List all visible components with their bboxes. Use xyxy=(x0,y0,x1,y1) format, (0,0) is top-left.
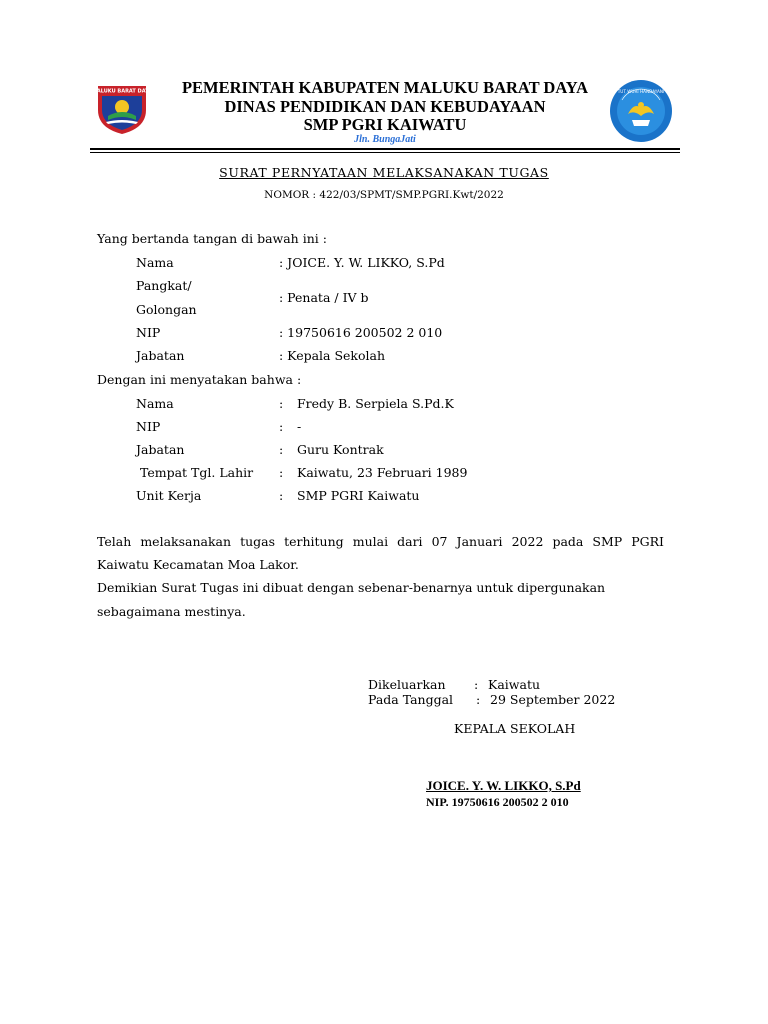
issued-label: Dikeluarkan xyxy=(368,677,446,692)
subject-colon: : xyxy=(279,419,284,434)
crest-banner-text: MALUKU BARAT DAYA xyxy=(94,88,150,95)
date-label: Pada Tanggal xyxy=(368,692,454,707)
signer-position-value: : Kepala Sekolah xyxy=(279,348,386,363)
subject-value: Guru Kontrak xyxy=(297,442,384,457)
subject-colon: : xyxy=(279,442,284,457)
signer-rank-label-2: Golongan xyxy=(136,302,197,317)
signature-nip: NIP. 19750616 200502 2 010 xyxy=(426,795,569,809)
subject-label: Unit Kerja xyxy=(136,488,202,503)
paragraph-closing-line1: Demikian Surat Tugas ini dibuat dengan sebenar-benarnya untuk dipergunakan xyxy=(97,580,606,595)
signer-position-label: Jabatan xyxy=(136,348,185,363)
subject-colon: : xyxy=(279,396,284,411)
signature-role: KEPALA SEKOLAH xyxy=(454,721,576,736)
subject-label: Tempat Tgl. Lahir xyxy=(136,465,254,480)
date-value: 29 September 2022 xyxy=(490,692,616,707)
subject-value: Fredy B. Serpiela S.Pd.K xyxy=(297,396,454,411)
date-colon: : xyxy=(476,692,481,707)
subject-colon: : xyxy=(279,465,284,480)
subject-label: NIP xyxy=(136,419,161,434)
signer-name-value: : JOICE. Y. W. LIKKO, S.Pd xyxy=(279,255,445,270)
subject-value: SMP PGRI Kaiwatu xyxy=(297,488,420,503)
letterhead-department: DINAS PENDIDIKAN DAN KEBUDAYAAN xyxy=(224,97,546,116)
statement-intro: Dengan ini menyatakan bahwa : xyxy=(97,372,302,387)
subject-value: Kaiwatu, 23 Februari 1989 xyxy=(297,465,468,480)
letterhead-address: Jln. BungaJati xyxy=(354,134,416,145)
letterhead-divider-thick xyxy=(90,148,680,150)
regency-crest-icon xyxy=(94,80,150,136)
tut-wuri-handayani-icon xyxy=(608,78,674,144)
signer-rank-label-1: Pangkat/ xyxy=(136,278,192,293)
issued-value: Kaiwatu xyxy=(488,677,541,692)
signer-nip-value: : 19750616 200502 2 010 xyxy=(279,325,443,340)
letterhead-school: SMP PGRI KAIWATU xyxy=(303,115,467,134)
document-title: SURAT PERNYATAAN MELAKSANAKAN TUGAS xyxy=(219,165,549,180)
paragraph-closing-line2: sebagaimana mestinya. xyxy=(97,604,246,619)
signer-nip-label: NIP xyxy=(136,325,161,340)
letterhead-divider-thin xyxy=(90,152,680,153)
letterhead-government: PEMERINTAH KABUPATEN MALUKU BARAT DAYA xyxy=(181,78,589,97)
signer-rank-value: : Penata / IV b xyxy=(279,290,369,305)
document-number: NOMOR : 422/03/SPMT/SMP.PGRI.Kwt/2022 xyxy=(264,189,504,201)
subject-colon: : xyxy=(279,488,284,503)
issued-colon: : xyxy=(474,677,479,692)
subject-label: Jabatan xyxy=(136,442,185,457)
subject-label: Nama xyxy=(136,396,174,411)
signature-name: JOICE. Y. W. LIKKO, S.Pd xyxy=(426,778,581,793)
signer-name-label: Nama xyxy=(136,255,174,270)
intro-text: Yang bertanda tangan di bawah ini : xyxy=(97,231,327,246)
paragraph-duty-line2: Kaiwatu Kecamatan Moa Lakor. xyxy=(97,557,299,572)
subject-value: - xyxy=(297,419,302,434)
tutwuri-ring-text: TUT WURI HANDAYANI xyxy=(617,89,665,94)
paragraph-duty-line1: Telah melaksanakan tugas terhitung mulai dari 07 Januari 2022 pada SMP PGRI xyxy=(97,534,664,549)
